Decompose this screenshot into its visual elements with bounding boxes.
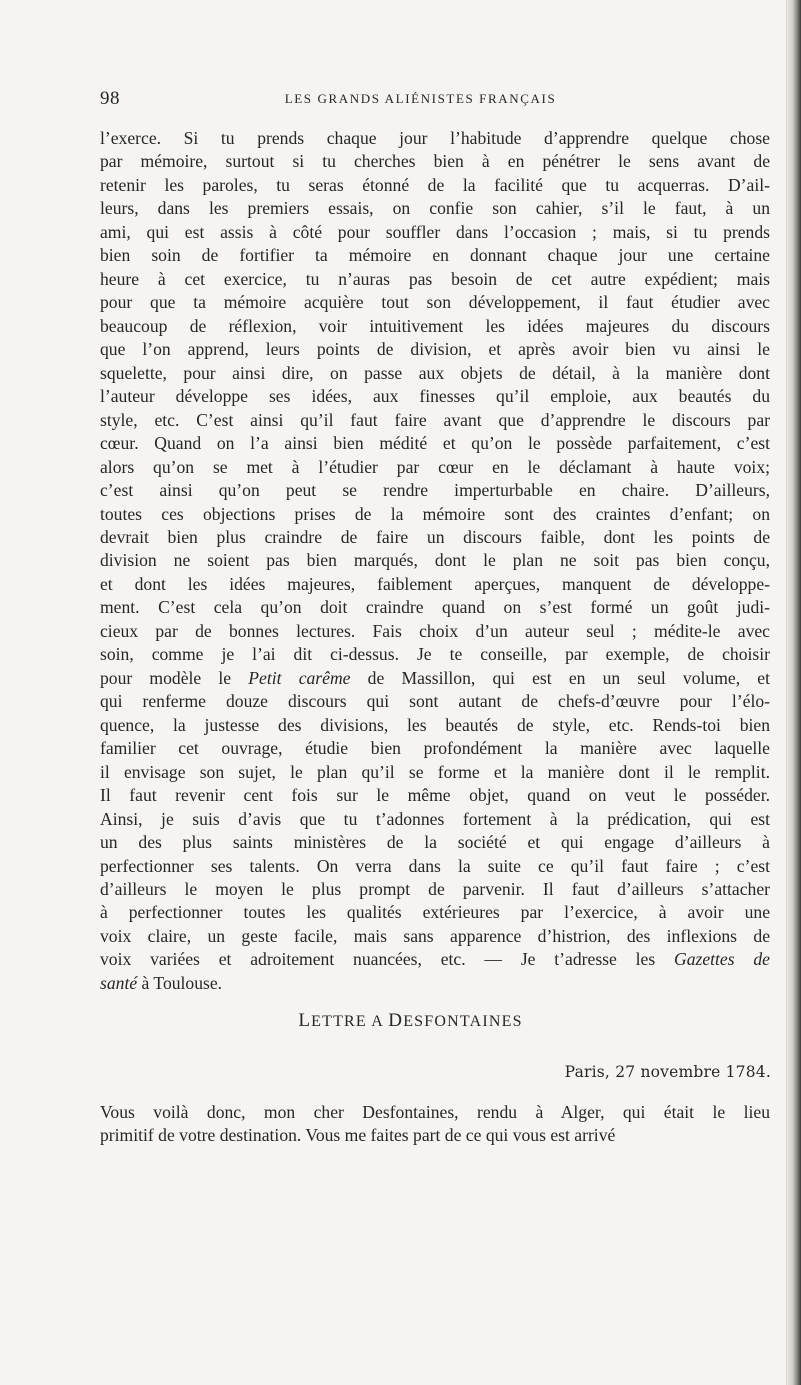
text-segment: de Massillon, qui est en un seul volume, et xyxy=(350,667,770,688)
text-line: style, etc. C’est ainsi qu’il faut faire avant que d’apprendre le discours par xyxy=(100,409,770,430)
text-line xyxy=(100,948,770,971)
text-line: toutes ces objections prises de la mémoire sont des craintes d’enfant; on xyxy=(100,503,770,524)
text-line: c’est ainsi qu’on peut se rendre imperturbable en chaire. D’ailleurs, xyxy=(100,480,770,501)
text-line: il envisage son sujet, le plan qu’il se forme et la manière dont il le remplit. xyxy=(100,761,770,782)
section-title-initial-2: D xyxy=(388,1010,404,1031)
text-line: Il faut revenir cent fois sur le même objet, quand on veut le posséder. xyxy=(100,785,770,806)
letter-paragraph xyxy=(100,1101,770,1148)
letter-text-line: primitif de votre destination. Vous me faites part de ce qui vous est arrivé xyxy=(100,1125,616,1146)
text-line: qui renferme douze discours qui sont autant de chefs-d’œuvre pour l’élo- xyxy=(100,691,770,712)
text-line xyxy=(100,972,770,995)
text-line: pour que ta mémoire acquière tout son développement, il faut étudier avec xyxy=(100,292,770,313)
text-line: par mémoire, surtout si tu cherches bien à en pénétrer le sens avant de xyxy=(100,151,770,172)
text-line: soin, comme je l’ai dit ci-dessus. Je te conseille, par exemple, de choisir xyxy=(100,644,770,665)
text-line: devrait bien plus craindre de faire un discours faible, dont les points de xyxy=(100,526,770,547)
running-title: LES GRANDS ALIÉNISTES FRANÇAIS xyxy=(284,91,557,106)
text-line xyxy=(100,667,770,690)
text-line: squelette, pour ainsi dire, on passe aux objets de détail, à la manière dont xyxy=(100,362,770,383)
text-line: beaucoup de réflexion, voir intuitivement les idées majeures du discours xyxy=(100,315,770,336)
text-line: l’exerce. Si tu prends chaque jour l’habitude d’apprendre quelque chose xyxy=(100,128,770,148)
text-line: retenir les paroles, tu seras étonné de la facilité que tu acquerras. D’ail- xyxy=(100,174,770,195)
text-segment: pour modèle le xyxy=(100,667,249,688)
page-number: 98 xyxy=(100,88,120,109)
text-line: alors qu’on se met à l’étudier par cœur en le déclamant à haute voix; xyxy=(100,456,770,477)
text-line: un des plus saints ministères de la société et qui engage d’ailleurs à xyxy=(100,832,770,853)
text-line: voix claire, un geste facile, mais sans apparence d’histrion, des inflexions de xyxy=(100,925,770,946)
text-line: bien soin de fortifier ta mémoire en donnant chaque jour une certaine xyxy=(100,245,770,266)
text-line: cieux par de bonnes lectures. Fais choix d’un auteur seul ; médite-le avec xyxy=(100,620,770,641)
text-line: Ainsi, je suis d’avis que tu t’adonnes fortement à la prédication, qui est xyxy=(100,808,770,829)
section-title-part-1: ETTRE A xyxy=(311,1013,389,1030)
body-paragraph xyxy=(100,127,770,995)
text-line: que l’on apprend, leurs points de division, et après avoir bien vu ainsi le xyxy=(100,339,770,360)
text-line: ami, qui est assis à côté pour souffler dans l’occasion ; mais, si tu prends xyxy=(100,221,770,242)
text-line: leurs, dans les premiers essais, on confie son cahier, s’il le faut, à un xyxy=(100,198,770,219)
page-edge-binding xyxy=(787,0,801,1385)
text-line: division ne soient pas bien marqués, dont le plan ne soit pas bien conçu, xyxy=(100,550,770,571)
section-title-initial-1: L xyxy=(298,1010,312,1031)
section-title xyxy=(0,1010,781,1032)
text-line: d’ailleurs le moyen le plus prompt de parvenir. Il faut d’ailleurs s’attacher xyxy=(100,879,770,899)
text-line: heure à cet exercice, tu n’auras pas besoin de cet autre expédient; mais xyxy=(100,268,770,289)
text-line: à perfectionner toutes les qualités extérieures par l’exercice, à avoir une xyxy=(100,902,770,923)
text-line: ment. C’est cela qu’on doit craindre quand on s’est formé un goût judi- xyxy=(100,597,770,618)
text-line: et dont les idées majeures, faiblement aperçues, manquent de développe- xyxy=(100,573,770,594)
text-segment: à Toulouse. xyxy=(137,972,223,993)
running-header xyxy=(0,88,780,114)
letter-dateline: Paris, 27 novembre 1784. xyxy=(564,1063,771,1081)
text-segment: voix variées et adroitement nuancées, etc. — Je t’adresse les xyxy=(100,949,674,970)
letter-text-line: Vous voilà donc, mon cher Desfontaines, rendu à Alger, qui était le lieu xyxy=(100,1102,770,1122)
text-line: familier cet ouvrage, étudie bien profondément la manière avec laquelle xyxy=(100,738,770,759)
text-line: perfectionner ses talents. On verra dans la suite ce qu’il faut faire ; c’est xyxy=(100,855,770,876)
italic-title: Petit carême xyxy=(248,667,351,688)
text-line: l’auteur développe ses idées, aux finesses qu’il emploie, aux beautés du xyxy=(100,386,770,407)
italic-title: Gazettes de xyxy=(673,949,770,970)
text-line: quence, la justesse des divisions, les beautés de style, etc. Rends-toi bien xyxy=(100,714,770,735)
text-line: cœur. Quand on l’a ainsi bien médité et qu’on le possède parfaitement, c’est xyxy=(100,433,770,454)
italic-title: santé xyxy=(100,972,138,993)
section-title-part-2: ESFONTAINES xyxy=(403,1013,523,1030)
